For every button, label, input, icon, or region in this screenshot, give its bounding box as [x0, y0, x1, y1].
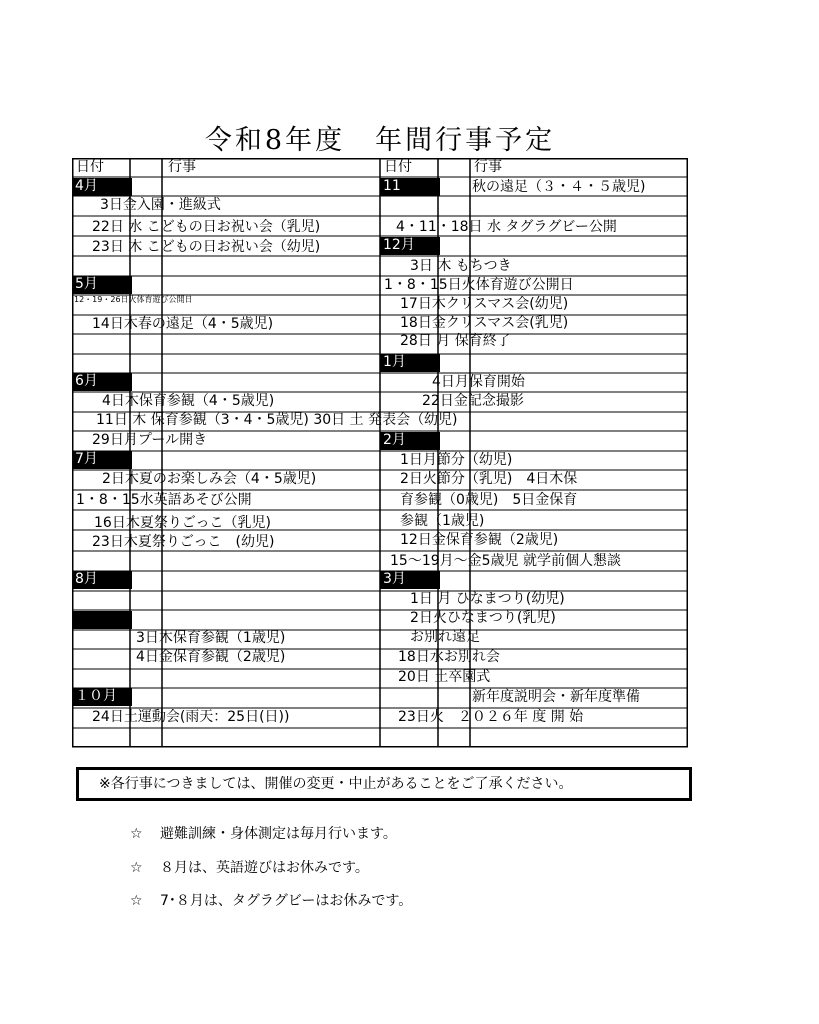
event-feb-5: 12日金保育参観（2歳児) [400, 532, 559, 548]
month-label-nov: 11 [380, 178, 440, 196]
note-text: 7･８月は、タグラグビーはお休みです。 [160, 893, 413, 909]
note-item [130, 890, 412, 910]
note-item [130, 823, 397, 843]
month-label-jul: 7月 [72, 451, 132, 469]
event-jun-2: 11日 木 保育参観（3・4・5歳児) 30日 土 発表会（幼児) [96, 412, 458, 428]
month-label-dec: 12月 [380, 237, 440, 255]
month-label-jan: 1月 [380, 354, 440, 372]
event-feb-2: 2日火節分（乳児) 4日木保 [400, 471, 578, 487]
event-aug-2: 4日金保育参観（2歳児) [136, 649, 286, 665]
page-title: 令和8年度 年間行事予定 [204, 125, 556, 156]
note-item [130, 857, 369, 877]
header-date: 日付 [76, 159, 104, 175]
event-mar-2: 2日火ひなまつり(乳児) [410, 610, 556, 626]
event-jul-3: 16日木夏祭りごっこ（乳児) [94, 515, 271, 531]
note-text: ８月は、英語遊びはお休みです。 [160, 860, 369, 876]
event-oct-1: 24日土運動会(雨天：25日(日)) [92, 709, 290, 725]
event-jul-2: 1・8・15水英語あそび公開 [76, 492, 252, 508]
event-jun-1: 4日木保育参観（4・5歳児) [102, 393, 275, 409]
event-nov-0: 秋の遠足（３・４・５歳児) [472, 179, 646, 195]
event-mar-4: 18日水お別れ会 [398, 649, 500, 665]
event-mar-1: 1日 月 ひなまつり(幼児) [410, 591, 565, 607]
event-mar-3: お別れ遠足 [410, 629, 480, 645]
event-apr-3: 23日 木 こどもの日お祝い会（幼児) [92, 239, 321, 255]
event-mar-7: 23日火 ２０２６年 度 開 始 [398, 709, 584, 725]
header-date-right: 日付 [384, 159, 412, 175]
event-mar-5: 20日 土卒園式 [398, 669, 491, 685]
event-aug-1: 3日木保育参観（1歳児) [136, 630, 286, 646]
star-icon: ☆ [130, 893, 143, 909]
star-icon: ☆ [130, 860, 143, 876]
month-label-mar: 3月 [380, 571, 440, 589]
month-label-oct: １０月 [72, 688, 132, 706]
header-event: 行事 [168, 159, 196, 175]
header-event-right: 行事 [474, 159, 502, 175]
event-jul-4: 23日木夏祭りごっこ (幼児) [92, 534, 275, 550]
event-jun-3: 29日月プール開き [92, 432, 208, 448]
event-jul-1: 2日木夏のお楽しみ会（4・5歳児) [102, 471, 317, 487]
month-label-feb: 2月 [380, 432, 440, 450]
event-jan-1: 4日月保育開始 [432, 374, 525, 390]
note-text: 避難訓練・身体測定は毎月行います。 [160, 826, 397, 842]
event-dec-5: 28日 月 保育終了 [400, 333, 511, 349]
month-label-aug: 8月 [72, 571, 132, 589]
event-may-1: 14日木春の遠足（4・5歳児) [92, 316, 274, 332]
event-apr-1: 3日金入園・進級式 [100, 197, 221, 213]
event-dec-3: 17日木クリスマス会(幼児) [400, 296, 569, 312]
notice-box: ※各行事につきましては、開催の変更・中止があることをご了承ください。 [76, 767, 692, 801]
month-label-may: 5月 [72, 276, 132, 294]
blacked-out-cell [72, 611, 132, 629]
event-dec-4: 18日金クリスマス会(乳児) [400, 315, 569, 331]
event-nov-1: 4・11・18日 水 タグラグビー公開 [396, 219, 617, 235]
event-may-sub: 12・19・26日火体育遊び公開日 [74, 295, 193, 304]
event-feb-1: 1日月節分（幼児) [400, 452, 513, 468]
event-dec-2: 1・8・15日火体育遊び公開日 [384, 277, 574, 293]
event-feb-6: 15～19月～金5歳児 就学前個人懇談 [390, 553, 621, 569]
star-icon: ☆ [130, 826, 143, 842]
schedule-table [72, 158, 688, 748]
event-feb-4: 参観（1歳児) [400, 513, 485, 529]
event-feb-3: 育参観（0歳児) 5日金保育 [400, 492, 578, 508]
month-label-apr: 4月 [72, 178, 132, 196]
event-dec-1: 3日 木 もちつき [410, 258, 512, 274]
event-mar-6: 新年度説明会・新年度準備 [472, 689, 640, 705]
month-label-jun: 6月 [72, 373, 132, 391]
event-apr-2: 22日 水 こどもの日お祝い会（乳児) [92, 219, 321, 235]
event-jan-2: 22日金記念撮影 [422, 393, 524, 409]
